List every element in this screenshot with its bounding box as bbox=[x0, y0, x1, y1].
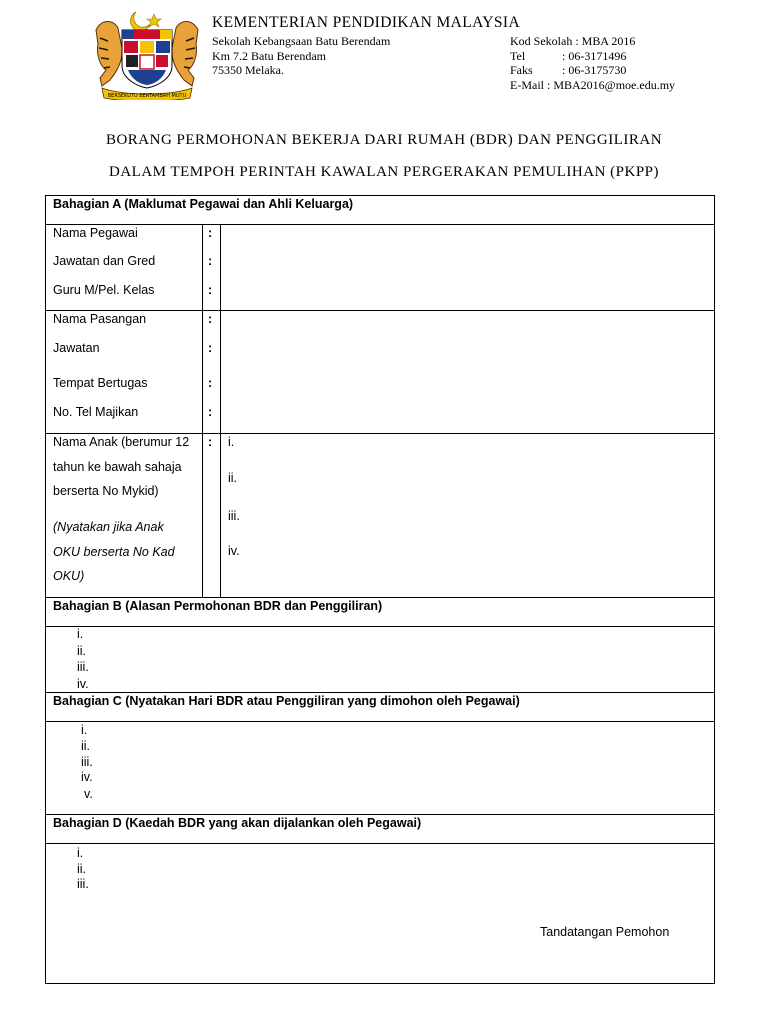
section-d-item: iii. bbox=[77, 877, 89, 891]
fax-value: : 06-3175730 bbox=[562, 63, 627, 77]
email: E-Mail : MBA2016@moe.edu.my bbox=[510, 77, 676, 92]
form-title-line2: DALAM TEMPOH PERINTAH KAWALAN PERGERAKAN PEMULIHAN (PKPP) bbox=[109, 164, 659, 180]
tel-value: : 06-3171496 bbox=[562, 48, 627, 63]
section-b-item: i. bbox=[77, 627, 84, 641]
form-title-line1: BORANG PERMOHONAN BEKERJA DARI RUMAH (BDR) DAN PENGGILIRAN bbox=[105, 132, 663, 148]
ministry-name: KEMENTERIAN PENDIDIKAN MALAYSIA bbox=[212, 14, 521, 31]
section-c-item: v. bbox=[84, 787, 93, 801]
colon: : bbox=[208, 312, 213, 326]
section-d-item: ii. bbox=[77, 862, 87, 876]
section-b-item: ii. bbox=[77, 644, 87, 658]
section-b-heading: Bahagian B (Alasan Permohonan BDR dan Penggiliran) bbox=[53, 599, 383, 613]
note-oku-3: OKU) bbox=[53, 569, 85, 583]
fax-label: Faks bbox=[510, 63, 533, 77]
note-oku-1: (Nyatakan jika Anak bbox=[53, 520, 164, 534]
section-a-heading: Bahagian A (Maklumat Pegawai dan Ahli Keluarga) bbox=[53, 197, 354, 211]
colon: : bbox=[208, 376, 213, 390]
section-d-item: i. bbox=[77, 846, 84, 860]
divider bbox=[202, 224, 203, 597]
section-c-item: i. bbox=[81, 723, 88, 737]
label-nama-anak-1: Nama Anak (berumur 12 bbox=[53, 435, 190, 449]
section-c-item: iv. bbox=[81, 770, 93, 784]
note-oku-2: OKU berserta No Kad bbox=[53, 545, 175, 559]
colon: : bbox=[208, 254, 213, 268]
divider bbox=[45, 814, 715, 815]
postcode-city: 75350 Melaka. bbox=[212, 63, 284, 77]
child-item: ii. bbox=[228, 471, 238, 485]
label-tempat-bertugas: Tempat Bertugas bbox=[53, 376, 148, 390]
divider bbox=[45, 224, 715, 225]
label-no-tel-majikan: No. Tel Majikan bbox=[53, 405, 139, 419]
signature-label: Tandatangan Pemohon bbox=[540, 925, 670, 939]
child-item: iii. bbox=[228, 509, 240, 523]
divider bbox=[45, 626, 715, 627]
ministry-crest-logo bbox=[92, 8, 202, 100]
section-c-item: ii. bbox=[81, 739, 91, 753]
label-jawatan-gred: Jawatan dan Gred bbox=[53, 254, 156, 268]
section-c-item: iii. bbox=[81, 755, 93, 769]
child-item: i. bbox=[228, 435, 235, 449]
divider bbox=[45, 692, 715, 693]
school-contact bbox=[510, 34, 675, 92]
label-guru-mpel: Guru M/Pel. Kelas bbox=[53, 283, 155, 297]
label-nama-pasangan: Nama Pasangan bbox=[53, 312, 147, 326]
colon: : bbox=[208, 283, 213, 297]
section-c-heading: Bahagian C (Nyatakan Hari BDR atau Penggiliran yang dimohon oleh Pegawai) bbox=[53, 694, 520, 708]
colon: : bbox=[208, 405, 213, 419]
label-nama-anak-2: tahun ke bawah sahaja bbox=[53, 460, 182, 474]
svg-text:BERSEKUTU BERTAMBAH MUTU: BERSEKUTU BERTAMBAH MUTU bbox=[107, 93, 187, 99]
label-nama-pegawai: Nama Pegawai bbox=[53, 226, 138, 240]
section-b-item: iv. bbox=[77, 677, 89, 691]
divider bbox=[220, 224, 221, 597]
school-address bbox=[212, 34, 390, 78]
school-name: Sekolah Kebangsaan Batu Berendam bbox=[212, 34, 391, 48]
child-item: iv. bbox=[228, 544, 240, 558]
address-line: Km 7.2 Batu Berendam bbox=[212, 48, 326, 63]
divider bbox=[45, 721, 715, 722]
colon: : bbox=[208, 435, 213, 449]
divider bbox=[45, 597, 715, 598]
divider bbox=[45, 310, 715, 311]
colon: : bbox=[208, 341, 213, 355]
divider bbox=[45, 843, 715, 844]
section-b-item: iii. bbox=[77, 660, 89, 674]
school-code: Kod Sekolah : MBA 2016 bbox=[510, 34, 636, 48]
divider bbox=[45, 433, 715, 434]
label-nama-anak-3: berserta No Mykid) bbox=[53, 484, 159, 498]
section-d-heading: Bahagian D (Kaedah BDR yang akan dijalankan oleh Pegawai) bbox=[53, 816, 422, 830]
tel-label: Tel bbox=[510, 48, 526, 63]
label-jawatan: Jawatan bbox=[53, 341, 100, 355]
colon: : bbox=[208, 226, 213, 240]
